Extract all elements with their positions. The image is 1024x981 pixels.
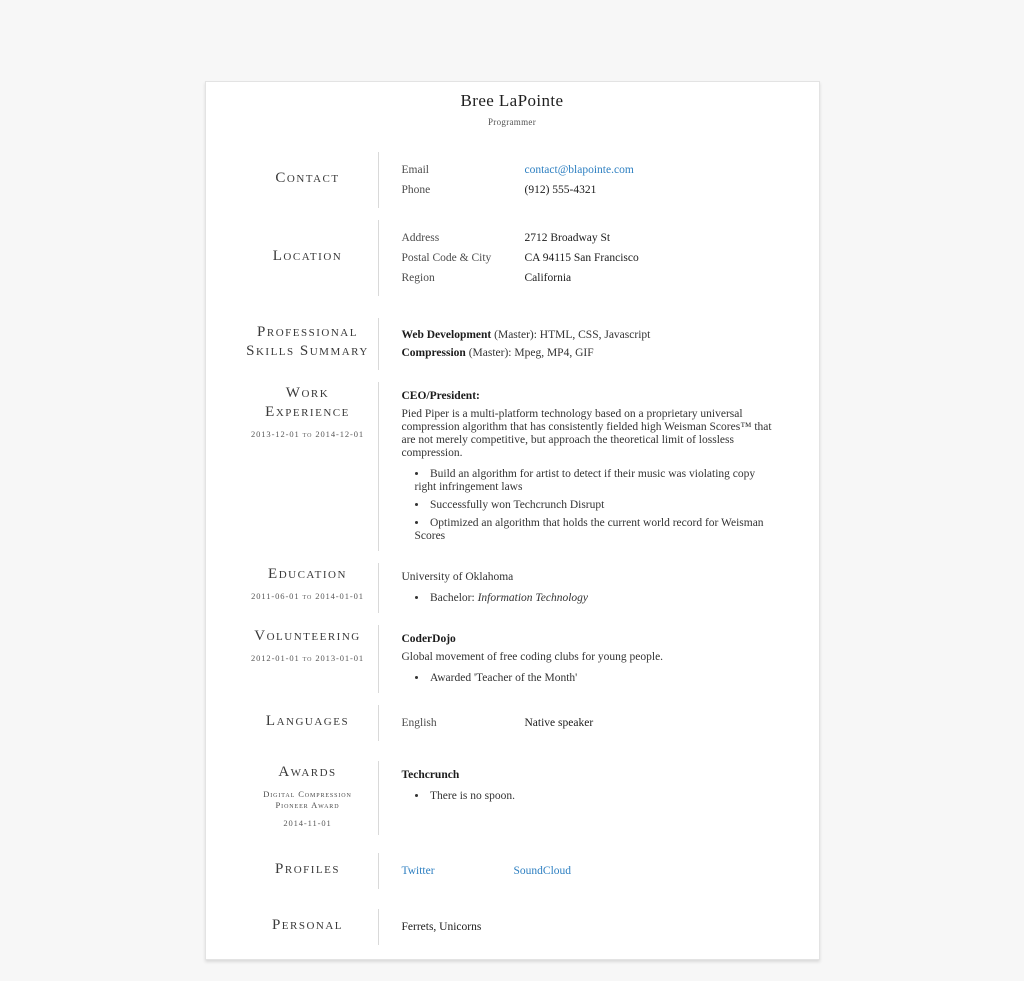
section-education-content <box>378 563 819 613</box>
phone-label: Phone <box>401 184 431 196</box>
section-contact <box>206 152 819 208</box>
section-title-profiles: Profiles <box>275 860 340 877</box>
resume-card <box>205 81 820 960</box>
section-contact-content <box>378 152 819 208</box>
volunteering-summary: Global movement of free coding clubs for young people. <box>401 651 664 663</box>
region-label: Region <box>401 272 435 284</box>
award-name: Digital Compression Pioneer Award <box>263 789 352 810</box>
email-link[interactable]: contact@blapointe.com <box>524 164 634 176</box>
postal-city-label: Postal Code & City <box>401 252 492 264</box>
section-personal-content <box>378 909 819 945</box>
volunteering-highlight: • Awarded 'Teacher of the Month' <box>415 672 777 685</box>
section-skills-content <box>378 318 819 370</box>
section-education <box>206 563 819 613</box>
language-name: English <box>401 717 437 729</box>
profiles-row <box>402 861 777 881</box>
degree-label: Bachelor: <box>430 592 478 604</box>
work-highlight: • Build an algorithm for artist to detect if their music was violating copy right infringement laws <box>415 468 777 494</box>
section-awards-content <box>378 761 819 835</box>
section-awards <box>206 761 819 835</box>
language-fluency: Native speaker <box>524 717 594 729</box>
postal-city-value: CA 94115 San Francisco <box>524 252 639 264</box>
section-volunteering-content <box>378 625 819 693</box>
region-row <box>402 268 777 288</box>
work-highlight: • Optimized an algorithm that holds the current world record for Weisman Scores <box>415 517 777 543</box>
section-personal-title-cell <box>206 909 378 945</box>
section-title-awards: Awards <box>278 764 337 780</box>
section-title-volunteering: Volunteering <box>254 628 361 644</box>
education-degree-list <box>402 592 777 605</box>
skill-name: Compression <box>401 347 466 359</box>
postal-city-row <box>402 248 777 268</box>
skill-item <box>402 344 777 362</box>
section-title-education: Education <box>268 566 347 582</box>
section-title-skills: Professional Skills Summary <box>246 324 369 359</box>
section-work-experience <box>206 382 819 551</box>
skill-detail: (Master): HTML, CSS, Javascript <box>491 329 651 341</box>
contact-email-row <box>402 160 777 180</box>
phone-value: (912) 555-4321 <box>524 184 597 196</box>
personal-interests: Ferrets, Unicorns <box>401 921 482 933</box>
section-title-languages: Languages <box>265 712 350 729</box>
section-personal <box>206 909 819 945</box>
section-skills <box>206 318 819 370</box>
soundcloud-link[interactable]: SoundCloud <box>513 865 572 877</box>
volunteering-organization: CoderDojo <box>401 633 456 645</box>
section-title-work: Work Experience <box>265 385 350 420</box>
section-profiles-content <box>378 853 819 889</box>
section-education-title-cell <box>206 563 378 613</box>
education-institution: University of Oklahoma <box>401 571 514 583</box>
contact-phone-row <box>402 180 777 200</box>
section-profiles <box>206 853 819 889</box>
email-label: Email <box>401 164 429 176</box>
award-highlights-list <box>402 790 777 803</box>
skill-name: Web Development <box>401 329 492 341</box>
education-degree <box>415 592 777 605</box>
work-summary: Pied Piper is a multi-platform technology based on a proprietary universal compression algorithm that has consistently fielded high Weisman Scores™ that are not merely competitive, but approach the theoretical limit of lossless compression. <box>401 408 772 459</box>
section-profiles-title-cell <box>206 853 378 889</box>
address-row <box>402 228 777 248</box>
section-languages-title-cell <box>206 705 378 741</box>
address-label: Address <box>401 232 440 244</box>
section-location-content <box>378 220 819 296</box>
volunteering-highlights-list <box>402 672 777 685</box>
education-date-range: 2011-06-01 to 2014-01-01 <box>251 591 364 601</box>
section-location-title-cell <box>206 220 378 296</box>
language-row <box>402 713 777 733</box>
profile-cell <box>514 861 626 881</box>
award-awarder: Techcrunch <box>401 769 460 781</box>
section-title-personal: Personal <box>271 916 344 933</box>
section-contact-title-cell <box>206 152 378 208</box>
skill-item <box>402 326 777 344</box>
profile-cell <box>402 861 514 881</box>
work-highlights-list <box>402 468 777 543</box>
section-title-contact: Contact <box>275 169 340 186</box>
section-languages <box>206 705 819 741</box>
skill-detail: (Master): Mpeg, MP4, GIF <box>465 347 594 359</box>
section-work-content <box>378 382 819 551</box>
twitter-link[interactable]: Twitter <box>401 865 435 877</box>
section-skills-title-cell <box>206 318 378 370</box>
award-date: 2014-11-01 <box>283 818 332 828</box>
section-awards-title-cell <box>206 761 378 835</box>
work-position: CEO/President: <box>401 390 480 402</box>
candidate-name: Bree LaPointe <box>460 91 564 110</box>
address-value: 2712 Broadway St <box>524 232 611 244</box>
section-languages-content <box>378 705 819 741</box>
section-volunteering-title-cell <box>206 625 378 693</box>
award-highlight: • There is no spoon. <box>415 790 777 803</box>
volunteering-date-range: 2012-01-01 to 2013-01-01 <box>250 653 365 663</box>
candidate-job-title: Programmer <box>488 117 536 127</box>
section-volunteering <box>206 625 819 693</box>
region-value: California <box>524 272 572 284</box>
degree-field: Information Technology <box>477 592 588 604</box>
section-title-location: Location <box>272 247 343 264</box>
resume-header <box>206 90 819 128</box>
work-date-range: 2013-12-01 to 2014-12-01 <box>250 429 365 439</box>
work-highlight: • Successfully won Techcrunch Disrupt <box>415 499 777 512</box>
section-location <box>206 220 819 296</box>
section-work-title-cell <box>206 382 378 551</box>
